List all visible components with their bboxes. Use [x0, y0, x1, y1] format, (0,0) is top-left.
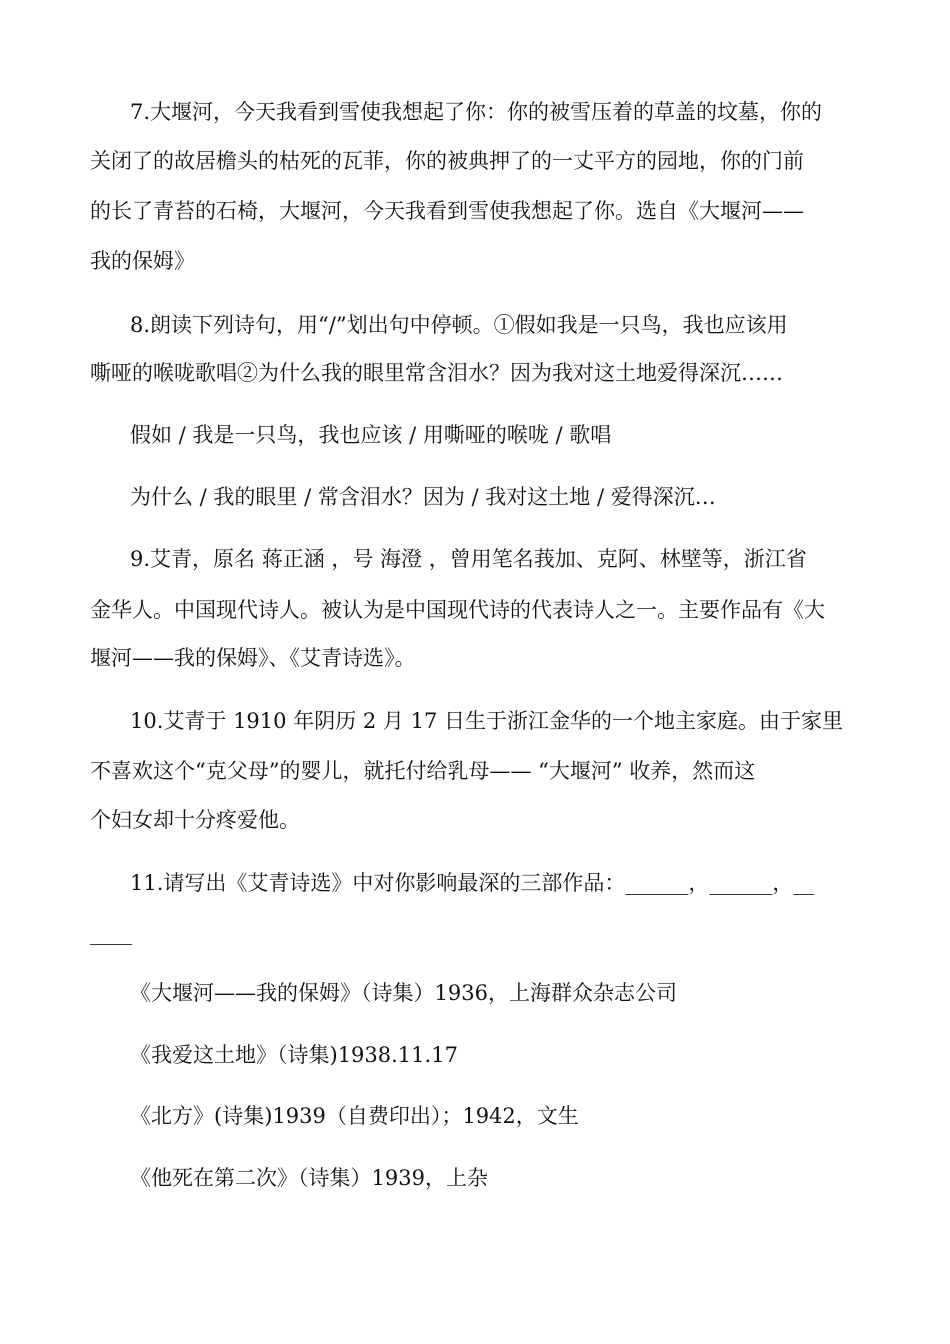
work-item-4: 《他死在第二次》（诗集）1939，上杂 — [130, 1166, 488, 1190]
answer-line-2: 为什么 / 我的眼里 / 常含泪水？因为 / 我对这土地 / 爱得深沉… — [130, 485, 716, 509]
work-item-2: 《我爱这土地》（诗集)1938.11.17 — [130, 1043, 458, 1067]
paragraph-10-line-2: 不喜欢这个“克父母”的婴儿，就托付给乳母—— “大堰河” 收养，然而这 — [90, 759, 756, 783]
paragraph-9-line-3: 堰河——我的保姆》、《艾青诗选》。 — [90, 646, 416, 670]
paragraph-7-line-4: 我的保姆》 — [90, 249, 195, 273]
answer-line-1: 假如 / 我是一只鸟，我也应该 / 用嘶哑的喉咙 / 歌唱 — [130, 423, 612, 447]
paragraph-11-line-2: ____ — [90, 921, 132, 945]
paragraph-9-line-2: 金华人。中国现代诗人。被认为是中国现代诗的代表诗人之一。主要作品有《大 — [90, 598, 825, 622]
paragraph-10-line-1: 10.艾青于 1910 年阴历 2 月 17 日生于浙江金华的一个地主家庭。由于家里 — [130, 709, 843, 733]
paragraph-8-line-1: 8.朗读下列诗句，用“/”划出句中停顿。①假如我是一只鸟，我也应该用 — [130, 313, 788, 337]
work-item-1: 《大堰河——我的保姆》（诗集）1936，上海群众杂志公司 — [130, 981, 677, 1005]
paragraph-10-line-3: 个妇女却十分疼爱他。 — [90, 808, 300, 832]
paragraph-7-line-1: 7.大堰河，今天我看到雪使我想起了你：你的被雪压着的草盖的坟墓，你的 — [130, 100, 823, 124]
work-item-3: 《北方》(诗集)1939（自费印出）；1942，文生 — [130, 1104, 579, 1128]
paragraph-7-line-3: 的长了青苔的石椅，大堰河，今天我看到雪使我想起了你。选自《大堰河—— — [90, 199, 804, 223]
paragraph-7-line-2: 关闭了的故居檐头的枯死的瓦菲，你的被典押了的一丈平方的园地，你的门前 — [90, 149, 804, 173]
paragraph-8-line-2: 嘶哑的喉咙歌唱②为什么我的眼里常含泪水？因为我对这土地爱得深沉…… — [90, 361, 783, 385]
paragraph-9-line-1: 9.艾青，原名 蒋正涵 ，号 海澄 ，曾用笔名莪加、克阿、林壁等，浙江省 — [130, 547, 807, 571]
paragraph-11-line-1: 11.请写出《艾青诗选》中对你影响最深的三部作品：______，______，__ — [130, 871, 815, 895]
